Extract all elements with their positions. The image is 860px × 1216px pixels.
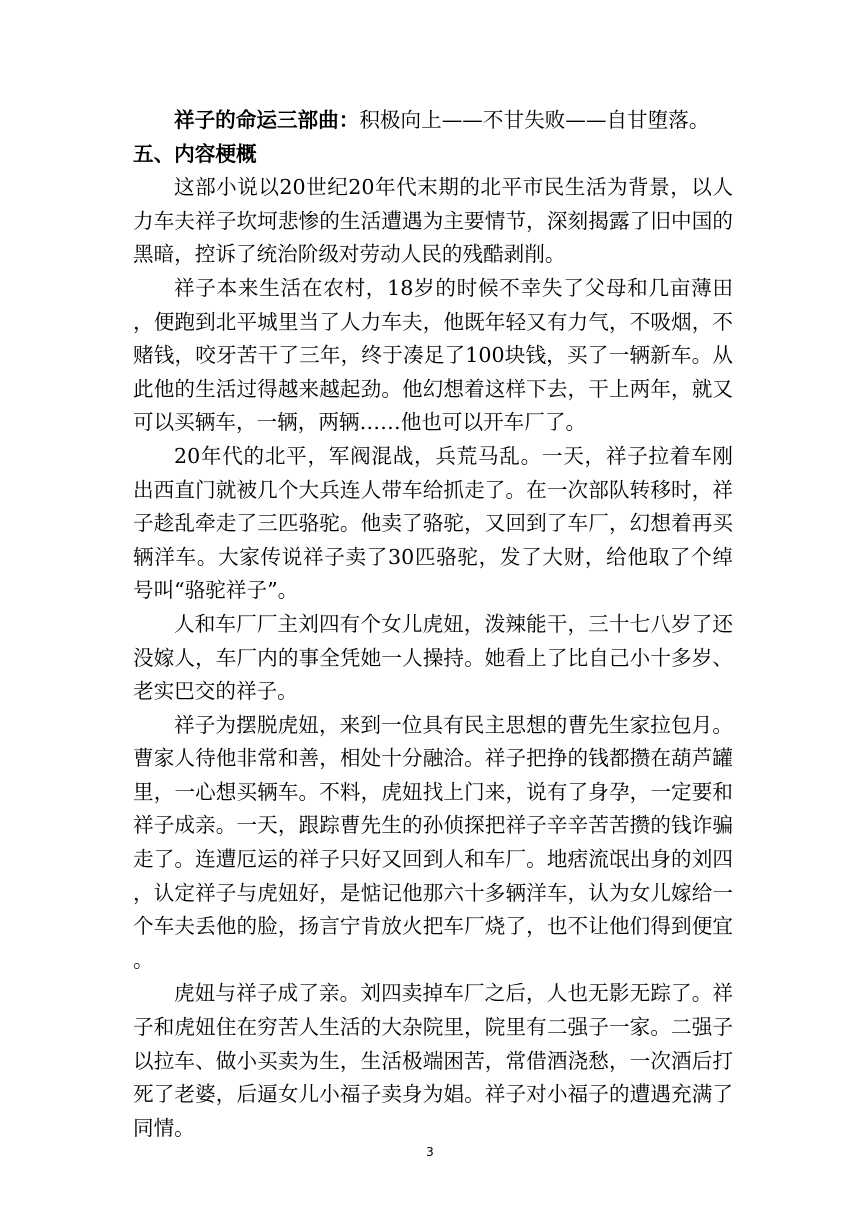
summary-line [133, 104, 733, 138]
section-heading: 五、内容梗概 [133, 141, 257, 166]
summary-line-lead: 祥子的命运三部曲： [174, 108, 360, 132]
paragraph-background: 这部小说以20世纪20年代末期的北平市民生活为背景，以人力车夫祥子坎坷悲惨的生活遭遇为主要情节，深刻揭露了旧中国的黑暗，控诉了统治阶级对劳动人民的残酷剥削。 [133, 175, 733, 267]
paragraph-huniu: 人和车厂厂主刘四有个女儿虎妞，泼辣能干，三十七八岁了还没嫁人，车厂内的事全凭她一人操持。她看上了比自己小十多岁、老实巴交的祥子。 [133, 611, 733, 704]
page-content [133, 104, 733, 1145]
page-number: 3 [426, 1145, 434, 1159]
paragraph-early-life: 祥子本来生活在农村，18岁的时候不幸失了父母和几亩薄田，便跑到北平城里当了人力车夫，他既年轻又有力气，不吸烟，不赌钱，咬牙苦干了三年，终于凑足了100块钱，买了一辆新车。从此他的生活过得越来越起劲。他幻想着这样下去，干上两年，就又可以买辆车，一辆，两辆……他也可以开车厂了。 [133, 275, 733, 435]
summary-line-rest: 积极向上——不甘失败——自甘堕落。 [359, 108, 710, 132]
paragraph-camels: 20年代的北平，军阀混战，兵荒马乱。一天，祥子拉着车刚出西直门就被几个大兵连人带车给抓走了。在一次部队转移时，祥子趁乱牵走了三匹骆驼。他卖了骆驼，又回到了车厂，幻想着再买辆洋车。大家传说祥子卖了30匹骆驼，发了大财，给他取了个绰号叫“骆驼祥子”。 [133, 443, 733, 603]
paragraph-marriage: 虎妞与祥子成了亲。刘四卖掉车厂之后，人也无影无踪了。祥子和虎妞住在穷苦人生活的大杂院里，院里有二强子一家。二强子以拉车、做小买卖为生，生活极端困苦，常借酒浇愁，一次酒后打死了老婆，后逼女儿小福子卖身为娼。祥子对小福子的遭遇充满了同情。 [133, 981, 733, 1140]
paragraph-cao-family: 祥子为摆脱虎妞，来到一位具有民主思想的曹先生家拉包月。曹家人待他非常和善，相处十分融洽。祥子把挣的钱都攒在葫芦罐里，一心想买辆车。不料，虎妞找上门来，说有了身孕，一定要和祥子成亲。一天，跟踪曹先生的孙侦探把祥子辛辛苦苦攒的钱诈骗走了。连遭厄运的祥子只好又回到人和车厂。地痞流氓出身的刘四，认定祥子与虎妞好，是惦记他那六十多辆洋车，认为女儿嫁给一个车夫丢他的脸，扬言宁肯放火把车厂烧了，也不让他们得到便宜。 [133, 712, 733, 972]
